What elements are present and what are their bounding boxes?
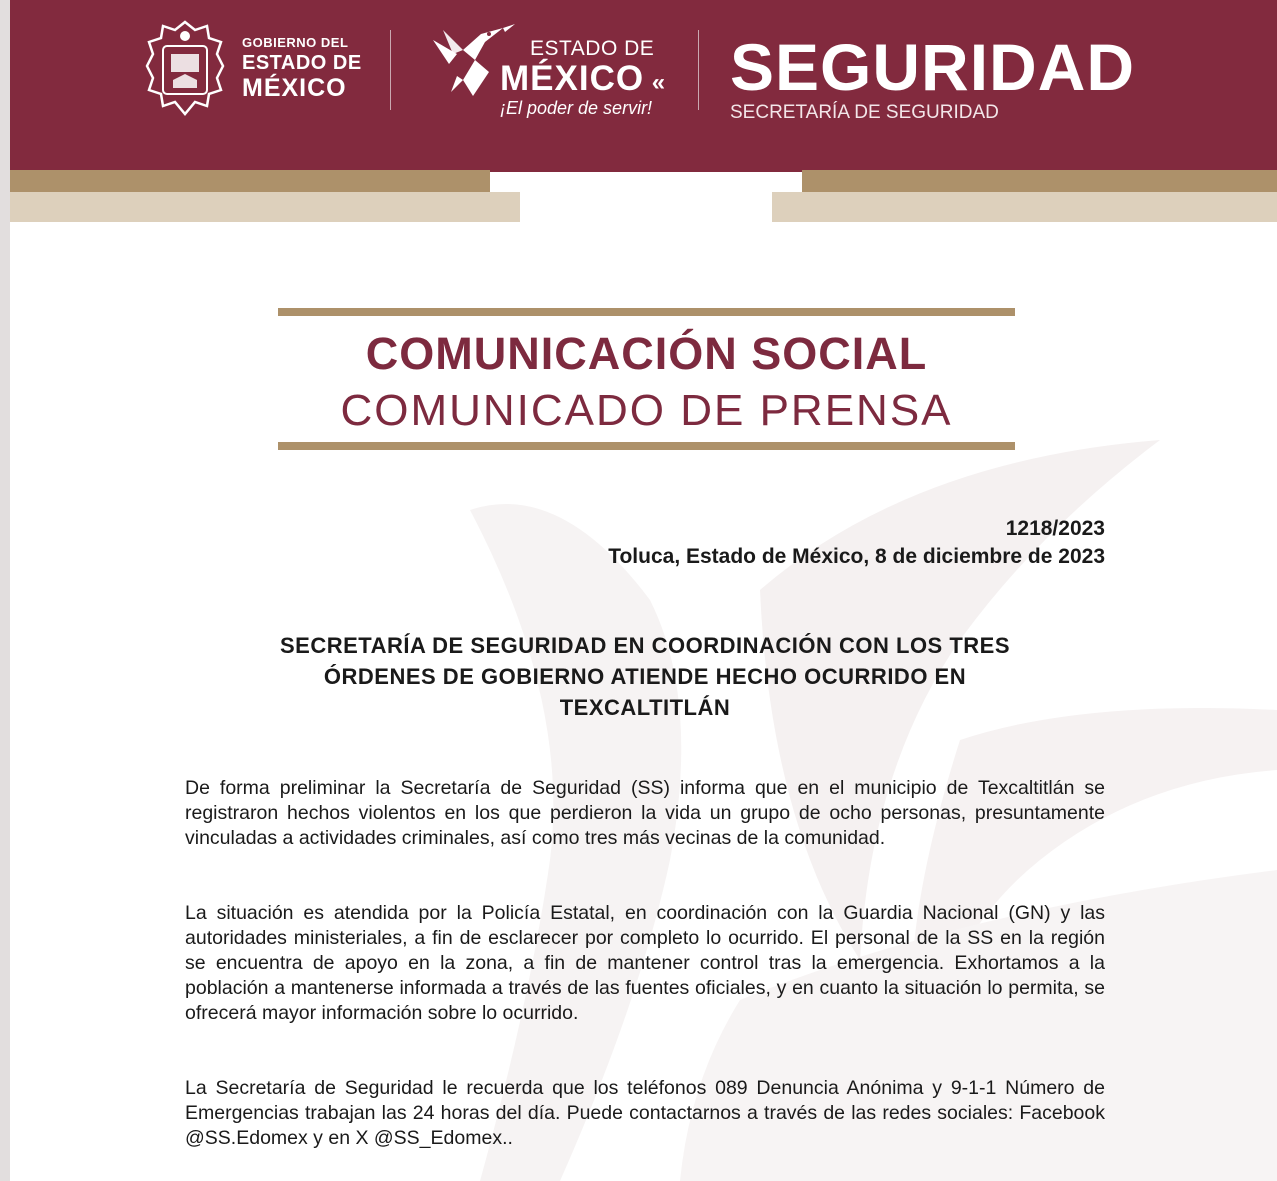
header-divider — [698, 30, 699, 110]
headline-line: TEXCALTITLÁN — [559, 695, 731, 720]
headline-line: SECRETARÍA DE SEGURIDAD EN COORDINACIÓN CON LOS TRES — [279, 633, 1011, 658]
title-rule-top — [278, 308, 1015, 316]
header-stripe — [10, 170, 490, 192]
estado-slogan: ¡El poder de servir! — [500, 98, 653, 118]
gov-line-3: MÉXICO — [242, 74, 347, 102]
gov-line-1: GOBIERNO DEL — [242, 35, 349, 50]
chevrons-icon: « — [644, 69, 667, 96]
page-edge — [0, 0, 10, 1181]
estado-line-1: ESTADO DE — [530, 37, 655, 60]
government-logo-text — [242, 36, 362, 101]
estado-logo-text — [500, 38, 666, 119]
header-stripe — [772, 192, 1277, 222]
header-stripe — [802, 170, 1277, 192]
seguridad-subtitle: SECRETARÍA DE SEGURIDAD — [730, 102, 999, 123]
title-rule-bottom — [278, 442, 1015, 450]
estado-name: MÉXICO — [500, 59, 645, 98]
section-title: COMUNICACIÓN SOCIAL — [365, 328, 928, 379]
state-seal-icon — [143, 20, 227, 116]
header-band — [10, 0, 1277, 172]
header-stripe — [10, 192, 520, 222]
headline-line: ÓRDENES DE GOBIERNO ATIENDE HECHO OCURRIDO EN — [323, 664, 967, 689]
place-date: Toluca, Estado de México, 8 de diciembre de 2023 — [608, 545, 1105, 568]
header-divider — [390, 30, 391, 110]
press-release-document — [10, 0, 1277, 1181]
seguridad-title: SEGURIDAD — [730, 30, 1136, 104]
gov-line-2: ESTADO DE — [242, 52, 362, 74]
headline — [185, 630, 1105, 723]
estado-line-2 — [500, 61, 666, 96]
body-paragraph: La Secretaría de Seguridad le recuerda que los teléfonos 089 Denuncia Anónima y 9-1-1 Número de Emergencias trabajan las 24 horas del día. Puede contactarnos a través de las redes sociales: Facebook @SS.Edomex y en X @SS_Edomex.. — [185, 1077, 1105, 1149]
seguridad-logo-text — [730, 30, 1136, 124]
release-number: 1218/2023 — [1005, 517, 1105, 540]
section-subtitle: COMUNICADO DE PRENSA — [340, 386, 953, 435]
body-paragraph: La situación es atendida por la Policía Estatal, en coordinación con la Guardia Nacional (GN) y las autoridades ministeriales, a fin de esclarecer por completo lo ocurrido. El personal de la SS en la región se encuentra de apoyo en la zona, a fin de mantener control tras la emergencia. Exhortamos a la población a mantenerse informada a través de las fuentes oficiales, y en cuanto la situación lo permita, se ofrecerá mayor información sobre lo ocurrido. — [185, 902, 1105, 1024]
body-paragraph: De forma preliminar la Secretaría de Seguridad (SS) informa que en el municipio de Texcaltitlán se registraron hechos violentos en los que perdieron la vida un grupo de ocho personas, presuntamente vinculadas a actividades criminales, así como tres más vecinas de la comunidad. — [185, 777, 1105, 849]
